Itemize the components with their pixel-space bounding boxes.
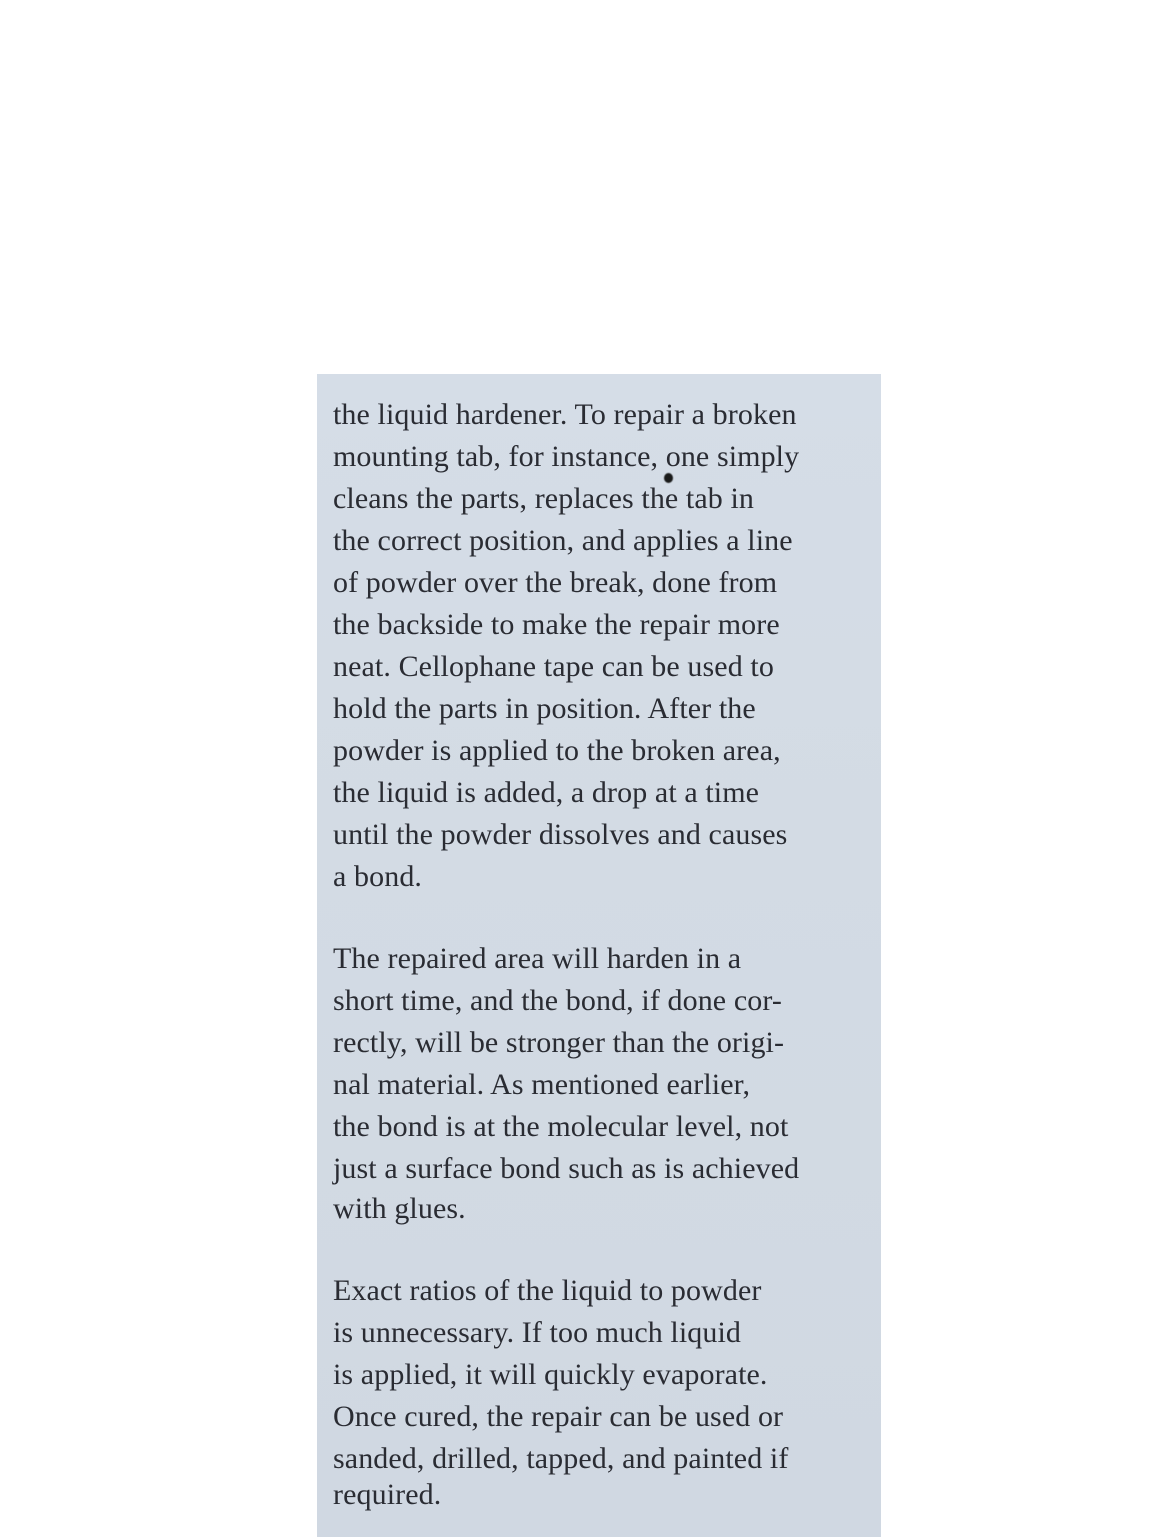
text-line: hold the parts in position. After the — [333, 692, 756, 725]
text-line: is unnecessary. If too much liquid — [333, 1316, 742, 1349]
text-line: the bond is at the molecular level, not — [333, 1110, 789, 1143]
text-line: the liquid is added, a drop at a time — [333, 776, 760, 809]
text-line: the liquid hardener. To repair a broken — [333, 398, 797, 431]
text-line: rectly, will be stronger than the origi- — [333, 1026, 785, 1059]
text-line: The repaired area will harden in a — [333, 942, 742, 975]
text-line: required. — [333, 1478, 442, 1511]
text-line: sanded, drilled, tapped, and painted if — [333, 1442, 789, 1475]
text-line: a bond. — [333, 860, 423, 893]
text-line: the backside to make the repair more — [333, 608, 780, 641]
text-line: short time, and the bond, if done cor- — [333, 984, 782, 1017]
text-line: nal material. As mentioned earlier, — [333, 1068, 751, 1101]
text-line: with glues. — [333, 1192, 466, 1225]
text-line: powder is applied to the broken area, — [333, 734, 781, 767]
text-line: cleans the parts, replaces the tab in — [333, 482, 755, 515]
text-line: of powder over the break, done from — [333, 566, 778, 599]
text-line: Exact ratios of the liquid to powder — [333, 1274, 762, 1307]
text-line: the correct position, and applies a line — [333, 524, 793, 557]
text-line: is applied, it will quickly evaporate. — [333, 1358, 768, 1391]
text-line: neat. Cellophane tape can be used to — [333, 650, 774, 683]
text-line: Once cured, the repair can be used or — [333, 1400, 784, 1433]
page-paper — [317, 374, 881, 1537]
text-line: just a surface bond such as is achieved — [333, 1152, 800, 1185]
text-line: until the powder dissolves and causes — [333, 818, 788, 851]
text-line: mounting tab, for instance, one simply — [333, 440, 800, 473]
